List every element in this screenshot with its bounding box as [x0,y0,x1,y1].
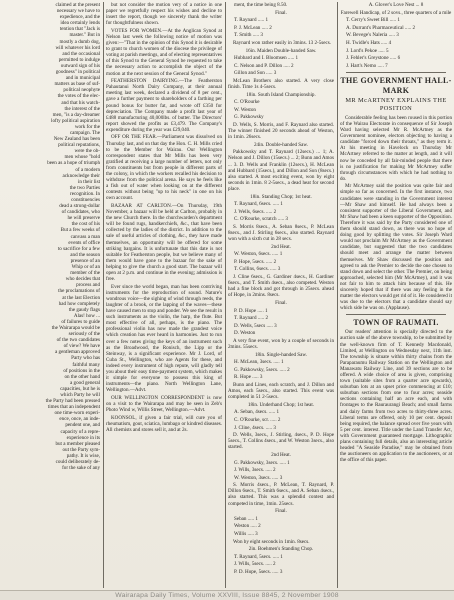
editorial-line: the gaudy flags [68,306,100,313]
result-entry: J. Wills, 5secs. ..... 2 [234,561,276,568]
result-entry: Hubbard and I. Bloomsen ..... 1 [234,55,299,62]
result-note: S. Morris 8secs., A. Seban 8secs., P. McLean 8secs., and J. Stirling 6secs., also started. Raynard won with a sixth cut in 28 secs. [228,223,334,243]
editorial-line: tention that "Jack is [59,26,100,33]
result-entry: G. Pakkowsky, 5secs. ..... 2 [234,366,290,373]
editorial-line: presence of an [70,257,100,264]
editorial-line: and in municipal [65,75,100,82]
editorial-line: faithful many [72,361,100,368]
result-entry: G. Pakkowsky [234,114,264,121]
event-heading: 18in. Single-handed Saw. [254,351,307,358]
result-entry: Weston ..... 2 [234,523,261,530]
editorial-line: acknowledge their [62,172,100,179]
editorial-line: necessary we have to [56,8,100,15]
editorial-line: Party who has [71,355,100,362]
column-rule [225,2,226,588]
editorial-line: but a member pleased [55,440,100,447]
column-sports-results [228,2,334,590]
result-note: D. Wells, S. Morris, and F. Raynard also started. The winner finished 20 seconds ahead of Weston, in 1min. 26secs. [228,122,334,141]
koonsol-advt: KOONSOL, if given a fair trial, will cure you of rheumatism, gout, sciatica, lumbago or kindred diseases. All chemists and stores sell it, and at 2s. [106,414,222,433]
editorial-line: of view? We have [63,343,100,350]
editorial-line: he will preserve [67,215,100,222]
race-entry: J. Hart's Nemo ..... 7 [346,62,388,69]
result-entry: C. O'Rourke, scratch ..... 3 [234,216,288,223]
final-label: Final. [275,299,287,306]
government-paragraph-1: Considerable feeling has been roused in this portion of the Wairau Electorate in consequence of Sir Joseph Ward having selected Mr R. McArtney as the Government nominee, electors objecting to having a candidate "forced down their throats," as they term it. At his meeting in Havelock on Thursday Mr McArtney referred to the matter at length, and it will now be conceded by all fair-minded people that there is no justification for making Mr McArtney suffer through circumstances with which he had nothing to do. [340,114,452,182]
result-entry: C. Nelson and P. Dillon ..... 2 [234,62,294,69]
editorial-line: master." But in [69,32,100,39]
race-title: A. Glover's Love Nest ... 8 [368,2,424,8]
editorial-line: in their list [77,178,100,185]
result-entry: H. McLean, 3secs. ..... 1 [234,359,284,366]
result-entry: P. Hope, 5secs. ..... 2 [234,258,277,265]
result-note: Raynard won rather easily in 3mins. 13 2-5secs. [233,39,332,46]
final-label: Final. [275,9,287,16]
final2-list [228,308,334,337]
editorial-line: a gentleman approved [55,349,100,356]
result-entry: J. Wells, 6secs. ..... 2 [234,208,277,215]
editorial-line: for the sake of any [62,465,100,472]
correspondent-advt: OUR WELLINGTON CORRESPONDENT is now on a visit to the Wairarapa and may be seen in Zeb's Photo Wind w, Willis Street, Wellington.—Advt. [106,394,222,414]
section-divider [346,72,446,73]
editorial-line: events of office [68,239,100,246]
dairying-paragraph: FEATHERSTON DAIRYING.—The Featherston Pahautanui North Dairy Company, at their annual meeting last week, declared a dividend of 8 per cent., gave a further payment to shareholders of a farthing per pound bonus for butter fat, and wrote off £350 for depreciation. The Company made a profit last year of £488 manufacturing 40,000lbs. of butter. The Directors' report showed the profits as £3,479. The Company's expenditure during the year was £29,040. [106,78,222,133]
editorial-line: member of the [70,270,100,277]
editorial-line: campaign. The [69,129,100,136]
race-entry: J. Lord's Pekoe ..... 5 [346,47,389,54]
editorial-line: the Wairarapa would be [51,324,100,331]
editorial-line: of positions in the [63,367,100,374]
editorial-line: had how completely [58,300,100,307]
event-heading: 2in. Boehmen's Standing Chop. [248,546,314,553]
editorial-line: times that an independent [47,404,100,411]
heat2-list [228,251,334,272]
result-entry: Seban ..... 1 [234,515,258,522]
double-saw-list [228,55,334,76]
underhand-list [228,409,334,430]
event-heading: 16in. Maiden Double-handed Saw. [245,47,317,54]
editorial-line: work for the [74,123,100,130]
editorial-line: matters as base of suf- [54,81,100,88]
editorial-line: one time-worn experi- [54,410,100,417]
race-entry: A. Durrant's Pharmaceutical ..... 2 [346,24,416,31]
result-entry: R. Hope ..... 3 [234,374,263,381]
headline-town-of-raumati: TOWN OF RAUMATI. [353,318,439,328]
result-note: D. Wells, 3secs., J. Stirling, 4secs., P. D. Hope 5secs., T. Collins 4secs., and W. Weston 3secs., also started. [228,432,334,451]
editorial-line: recognition. In [70,190,100,197]
editorial-line: were the ob- [74,148,100,155]
editorial-line: the Party had been pressed [45,398,100,405]
race-entry: J. Fehler's Greystone ..... 6 [346,55,401,62]
editorial-line: of candidates, who [61,209,100,216]
editorial-line: on the other hand [64,373,100,380]
editorial-line: permitted to indulge [58,56,100,63]
race-subtitle: Farewell Handicap, of 2 sovs., three quarters of a mile [340,9,452,16]
editorial-line: expedience, and the [59,14,100,21]
editorial-line: who decides that [65,276,100,283]
column-editorial [0,2,100,590]
result-entry: W. Weston [234,106,256,113]
editorial-line: and that his watch- [61,99,100,106]
editorial-text [0,2,100,471]
race-entry: W. Bevege's Naleria ..... 3 [346,32,399,39]
editorial-line: a good general [70,379,100,386]
race-entry: T. Cerry's Sweet Bill ..... 1 [346,17,400,24]
intro-paragraph: but not consider the motion very of a notice in one paper we regretfully respect his wishes and decline to insert the report, though we sincerely thank the writer for thoughtfulness shown. [106,2,222,27]
event-heading: 18in. Standing Chop; 1st heat. [250,193,312,200]
event-heading: 18in. South Island Championship. [246,91,316,98]
editorial-line: the votes of the elec- [57,93,100,100]
heat-label: 2nd Heat. [271,451,291,458]
editorial-line: Alas! how ... [73,312,100,319]
editorial-line: Whip or of an [71,264,100,271]
race-entry: H. Twidle's Hats ..... 4 [346,39,392,46]
editorial-line: goodness" in political [55,69,100,76]
source-footer: Wairarapa Daily Times, Volume XXVIII, Issue 8845, 2 November 1908 [0,590,454,600]
editorial-line: canvass a man [70,233,100,240]
editorial-line: outward sign of his [60,62,100,69]
result-note: Bunn and Lines, each scratch, and J. Dillon and Amos, each 5secs., also started. This event was completed in 51 2-5secs. [228,381,334,401]
piano-paragraph: Ever since the world began, man has been contriving instruments for the reproduction of sound. Nature's wondrous voice—the sighing of wind through reeds, the laughter of a brook, or the lapping of the waves—these have caused men to stop and ponder. We see the result in such instruments as the violin, the harp, the flute. But most effective of all, perhaps, is the piano. The professional violin has now made the grandest voice which creation has ever heard in harmonies. Just to run over a few notes giving the keys of an instrument such as the Broadwood, the Ronisch, the Lipp or the Steinway, is a significant experience. Mr J. Lord, of Cuba St., Wellington, who are Agents for these, and indeed every instrument of high repute, will gladly tell you about their easy time-payment system, which makes it simple for everyone to possess this king of instruments—the piano. North Wellington Lane, Wellington.—Advt. [106,283,222,394]
result-note: Pakkowsky and T. Raynard (12secs.) ... 1; A. Nelson and J. Dillon (15secs.) ... 2; Bunn and Amos ... 3. D. Wells and Franklin (12secs.), H. McLean and Hubbard (15secs.), and Dillon and Son (8secs.) also started. A most exciting event, won by eight seconds in 1min. 8 2-5secs., a dead heat for second place. [228,149,334,192]
editorial-line: process and [76,282,100,289]
editorial-line: and the season [70,251,100,258]
editorial-line: capacity of a repre- [60,428,100,435]
editorial-line: constituencies [71,197,100,203]
editorial-line: the interest of the [64,105,100,112]
editorial-line: But a few weeks of [60,227,100,234]
island-champ-list [228,99,334,120]
result-entry: P. D. Hope, 5secs. ..... 3 [234,568,283,575]
event-heading: 18in. Underhand Chop; 1st heat. [247,401,315,408]
editorial-line: lofty political aspiration [51,117,100,124]
result-note: J. Cline 6secs., G. Gardiner 4secs., H. Gardiner 6secs., and T. Smith 4secs., also competed. Weston had a fine block and got through in 25secs. ahead of Hope, in 2mins. 8secs. [228,274,334,299]
event-heading: 24in. Double-handed Saw. [254,141,308,148]
editorial-line: men, "is a day-dreamer [52,111,100,118]
editorial-line: and the occasional [62,50,100,57]
headline-government-hall-mark: THE GOVERNMENT HALL-MARK [340,75,452,95]
editorial-line: political neophyte [63,87,100,94]
editorial-line: experience in its [66,434,100,441]
editorial-line: capacities, but he is [60,385,100,392]
final3-list [228,516,334,537]
result-entry: J. Wills, 3secs. ..... 2 [234,467,276,474]
votes-for-women-paragraph: VOTES FOR WOMEN.—At the Anglican Synod at Nelson last week the following notice of motion was given:—"That in the opinion of this Synod it is desirable to grant to church women of the diocese the privilege of voting at parish meetings, and of electing representatives of this Synod to the General Synod be requested to take the necessary action to accomplish the object of the motion at the next session of the General Synod." [106,27,222,77]
editorial-line: seriously of the [68,331,100,338]
editorial-line: out the Party sym- [62,446,100,453]
editorial-line: the proclamations of [58,288,100,295]
result-entry: Gillon and Son ..... 3 [234,70,277,77]
editorial-line: political reputations, [58,142,100,149]
results-top-line: ment, the time being 8.50. [234,2,288,8]
column-news [340,2,452,590]
editorial-line: New Zealand has been [53,136,100,143]
result-entry: T. Raynard ..... 2 [234,315,268,322]
section-divider [346,314,446,315]
result-entry: W. Weston, 3secs. ..... 3 [234,474,283,481]
editorial-line: will whatever his lord [55,44,100,51]
result-note: Won by eight seconds in 1min. 8secs. [233,538,310,545]
result-entry: Willis ..... 3 [234,530,258,537]
final-label: Final. [275,508,287,515]
single-saw-list [228,359,334,380]
result-entry: J. Cline, 4secs. ..... 3 [234,424,276,431]
town-paragraph: Our readers' attention is specially directed to the auction sale of the above township, to be submitted by the well-known firm of T. Kennedy Macdonald, Limited, at Wellington on Wednesday next, 11th inst. The township is situate within thirty chains from the Paraparaumu Railway Station on the Wellington and Manawatu Railway Line, and 39 sections are to be offered. A wide choice of area is given, comprising town (suitable sites from a quarter acre upwards), suburban lots at an upset price commencing at £10; suburban sections from one to four acres; seaside sections containing half an acre each, and with frontages to the Rauraurangi Beach; and small farms and dairy farms from two acres to thirty-three acres. Liberal terms are offered, only 10 per cent. deposit being required, the balance spread over five years with 5 per cent. interest. Title under the Land Transfer Act, with Government guaranteed mortgage. Lithographic plans containing full details, also an interesting article headed "A Seaside Paradise," may be obtained from the auctioneers on application to the auctioneers, or at the office of this paper. [340,329,452,464]
editorial-line: mostly a dumb dog, [59,38,100,45]
result-entry: T. Raynard, 5secs. ..... 1 [234,553,283,560]
editorial-line: claimed at the present [55,2,100,8]
result-entry: C. O'Rourke, scr. ..... 2 [234,416,281,423]
result-entry: P. J. McLean ..... 2 [234,24,272,31]
heat-label: 2nd Heat. [271,243,291,250]
result-entry: T. Collins, 6secs. ..... 3 [234,266,281,273]
editorial-line: idea certainly lends [60,20,100,27]
result-entry: G. Pakkowsky, 3secs. ..... 1 [234,459,290,466]
result-note: A very fine event, won by a couple of seconds in 2mins. 55secs. [228,337,334,350]
column-local-news [106,2,222,590]
result-note: S. Morris 4secs., P. McLean, T. Raynard, P. Dillon 6secs., T. Smith 6secs., and A. Seban 4secs., also started. This was a splendid contest and competed in time, 1min. 25secs. [228,482,334,507]
editorial-line: could deliberately de- [55,459,100,466]
editorial-line: which Party he will [60,392,100,398]
editorial-line: of a modern [75,166,100,173]
race-results-list [340,17,452,69]
editorial-line: of failures to guide [61,318,100,325]
result-entry: D. Weston [234,330,256,337]
editorial-line: at the last Election [62,294,100,301]
editorial-line: men whose "hold [64,154,100,161]
editorial-line: been as a hope of triumph [47,160,100,167]
final1-list [228,17,334,38]
result-entry: D. Wells, 5secs ..... 3 [234,322,277,329]
bazaar-paragraph: BAZAAR AT CARLTON.—On Thursday, 19th November, a bazaar will be held at Carlton, probably in the new Church there. In the churchwarden's department will be found rugs, handkerchiefs, &c., that have been collected by the ladies of the district. In addition to the sale of useful articles of clothing, &c., they have made themselves, an opportunity will be offered for some striking bargains. It is unfortunate that this date is not suitable for Featherston people, but we believe many of them would have gone to the bazaar for the sake of helping to give the church a good start. The bazaar will open at 2 p.m. and continue in the evening; admission is free. [106,203,222,283]
editorial-line: the cost of his [71,221,100,228]
result-entry: P. D. Hope ..... 1 [234,307,268,314]
heat2b-list [228,460,334,481]
standing-chop-list [228,201,334,222]
result-entry: W. Weston, 6secs. ..... 1 [234,251,283,258]
result-entry: C. O'Rourke [234,99,260,106]
result-entry: T. Smith ..... 3 [234,32,263,39]
off-or-fear-paragraph: OFF OR THE FEAR.—Parliament was dissolved on Thursday last, and on that day the Hon. C. H. Mills cried to be the Member for Wairau. Our Wellington correspondent states that Mr Mills has been very gratified at receiving a large number of letters, not only from constituents but from people in different parts of the colony, in which the workers recalled his decision to withdraw from the political arena. He says he feels like a fish out of water when looking on at the different contests without being "up to his neck" in one on his own account. [106,134,222,202]
result-note: McLean Brothers also started. A very close finish. Time 1s 4-5secs. [228,77,334,91]
editorial-line: pendent one, and [65,422,100,429]
column-rule [337,2,338,588]
subheadline-mcartney: MR McARTNEY EXPLAINS THE POSITION [345,96,447,112]
government-paragraph-2: Mr McArtney said the position was quite fair and simple so far as concerned. In the first instance, two candidates were standing in the Government interest—Mr Shaw and himself. He had always been a consistent supporter of the Liberal Government, and Mr Shaw had been a keen supporter of the Opposition. Therefore it was said by the Party considered one of them should stand down, as there was no hope of doing good by splitting the votes. Sir Joseph Ward would not proclaim Mr McArtney as the Government candidate, but suggested that the two candidates should meet and arrange the matter between themselves. Mr Shaw discussed the position and agreed to ask the Premier to decide the one chosen to stand down and select the other. The Premier, on being approached, selected him (Mr McArtney), and it was not fair to him to attack him because of this. He sincerely hoped that if there was any feeling in the matter the electors would get rid of it. He considered it was due to the electors that a candidate should say which side he was on. (Applause). [340,183,452,312]
editorial-line: pathy. It is wise, [66,452,100,459]
result-entry: A. Seban, 4secs. ..... 1 [234,409,279,416]
editorial-line: the two Parties [69,184,100,191]
editorial-line: to sacrifice for a few [57,245,100,252]
result-entry: T. Raynard ..... 1 [234,17,268,24]
editorial-line: ence, once, an inde- [59,416,100,423]
editorial-line: dead a strong-dollar [59,203,100,210]
result-entry: T. Raynard, 6secs. ..... 1 [234,201,283,208]
boys-chop-list [228,554,334,575]
column-rule [103,2,104,588]
editorial-line: of the two candidates [56,337,100,344]
